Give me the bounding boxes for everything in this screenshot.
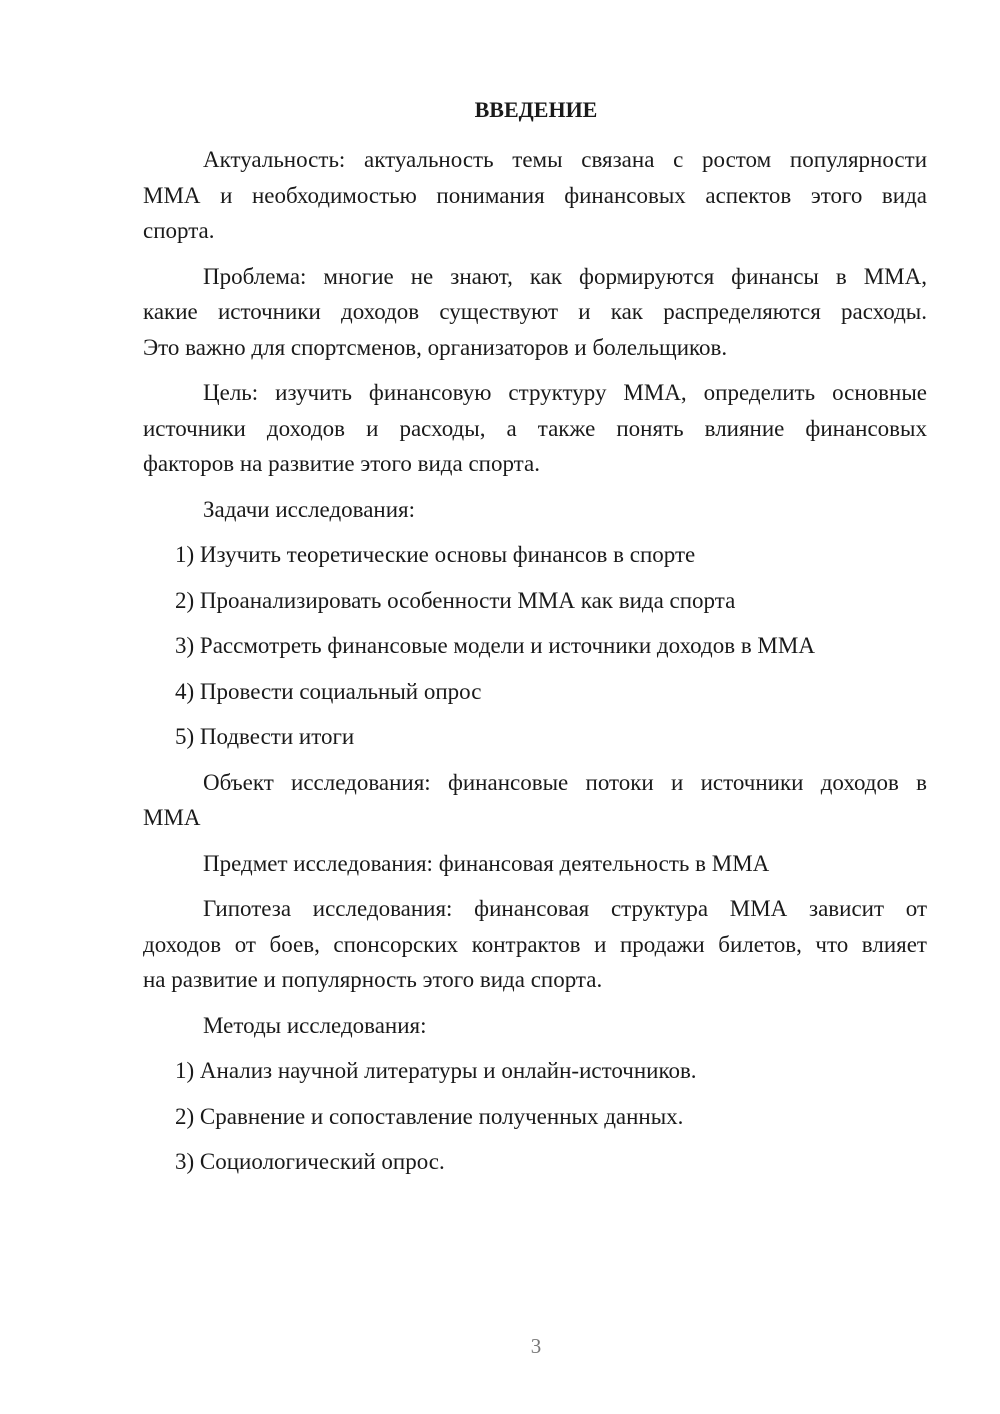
text-line: 2) Сравнение и сопоставление полученных данных. [175,1103,684,1129]
text-line: факторов на развитие этого вида спорта. [143,451,540,476]
text-line: Актуальность: актуальность темы связана с ростом популярности [203,147,927,172]
document-body [143,142,927,1190]
list-item [143,719,927,755]
text-line: ММА и необходимостью понимания финансовых аспектов этого вида [143,182,927,208]
text-line: доходов от боев, спонсорских контрактов и продажи билетов, что влияет [143,931,927,957]
text-line: спорта. [143,218,215,243]
list-item [143,628,927,664]
text-line: 1) Изучить теоретические основы финансов в спорте [175,542,696,567]
text-line: 5) Подвести итоги [175,724,355,749]
list-item [143,1053,927,1089]
text-line: Проблема: многие не знают, как формируются финансы в ММА, [203,263,927,289]
text-line: 3) Социологический опрос. [175,1149,445,1174]
text-line: Цель: изучить финансовую структуру ММА, определить основные [203,380,927,405]
text-line: Гипотеза исследования: финансовая структура ММА зависит от [203,896,927,921]
text-line: 4) Провести социальный опрос [175,678,482,704]
paragraph [143,765,927,836]
text-line: 1) Анализ научной литературы и онлайн-источников. [175,1058,697,1083]
list-item [143,583,927,619]
text-line: Это важно для спортсменов, организаторов и болельщиков. [143,334,728,360]
paragraph [143,375,927,482]
list-item [143,1099,927,1135]
text-line: 3) Рассмотреть финансовые модели и источники доходов в ММА [175,633,815,658]
text-line: источники доходов и расходы, а также понять влияние финансовых [143,415,927,441]
list-item [143,537,927,573]
paragraph [143,492,927,528]
paragraph [143,142,927,249]
paragraph [143,891,927,998]
paragraph [143,846,927,882]
list-item [143,674,927,710]
page-title: ВВЕДЕНИЕ [474,97,598,122]
page-number: 3 [530,1334,542,1358]
text-line: на развитие и популярность этого вида спорта. [143,967,603,992]
paragraph [143,1008,927,1044]
text-line: Объект исследования: финансовые потоки и источники доходов в [203,769,927,795]
text-line: 2) Проанализировать особенности ММА как вида спорта [175,587,736,613]
text-line: какие источники доходов существуют и как распределяются расходы. [143,299,927,324]
text-line: ММА [143,805,201,830]
text-line: Предмет исследования: финансовая деятельность в ММА [203,850,770,876]
paragraph [143,259,927,366]
list-item [143,1144,927,1180]
text-line: Задачи исследования: [203,496,416,522]
text-line: Методы исследования: [203,1012,427,1038]
